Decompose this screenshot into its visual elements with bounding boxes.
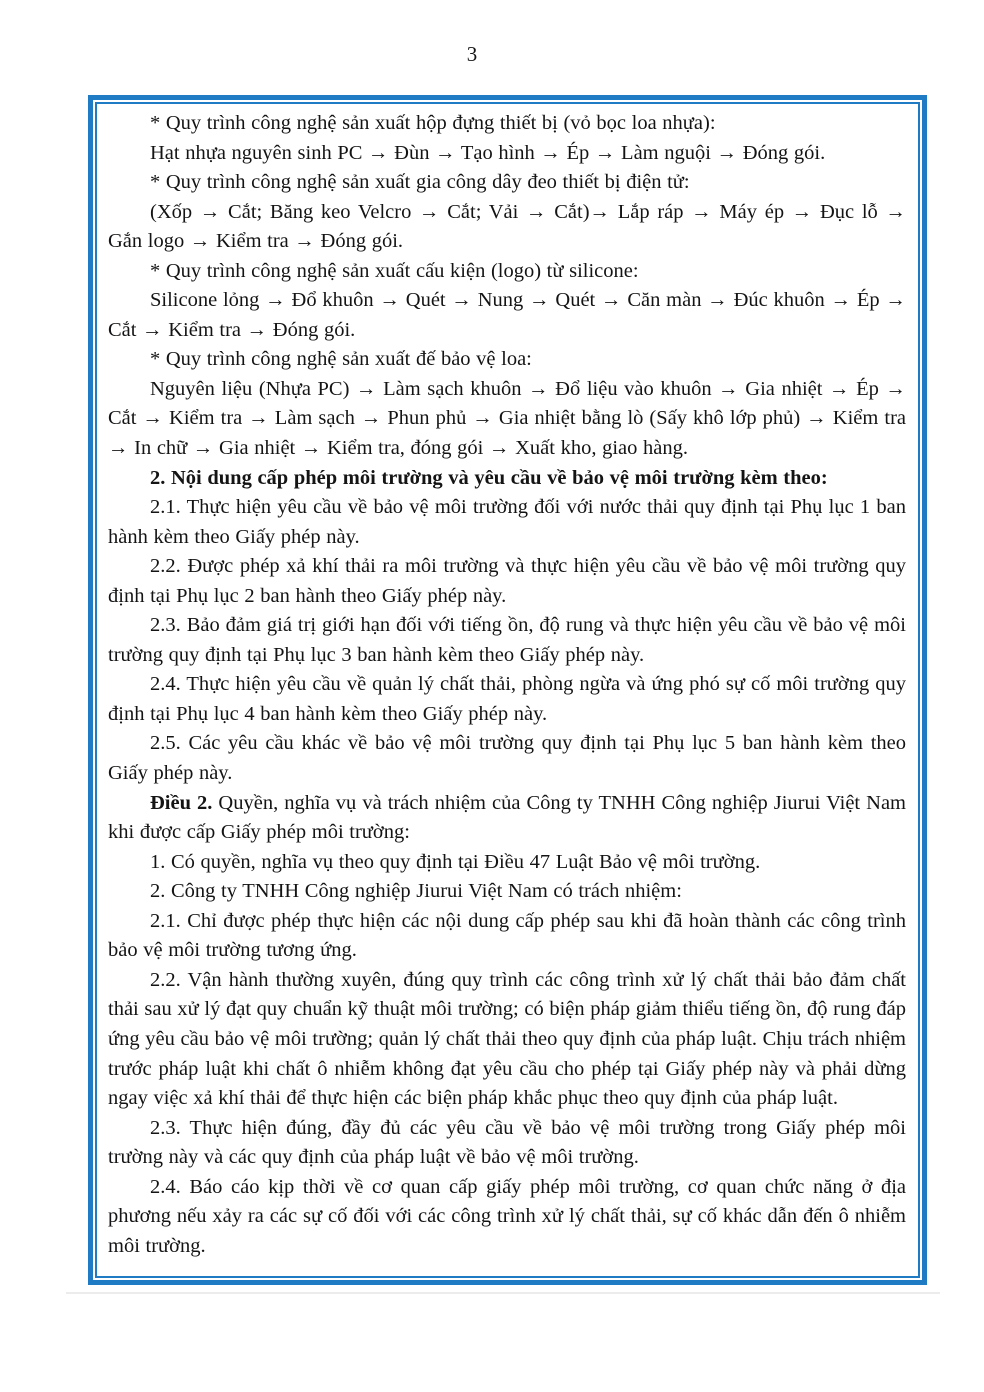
paragraph: 2.3. Bảo đảm giá trị giới hạn đối với tiếng ồn, độ rung và thực hiện yêu cầu về bảo vệ môi trường quy định tại Phụ lục 3 ban hành kèm theo Giấy phép này. xyxy=(108,614,906,666)
paragraph: 2.1. Chỉ được phép thực hiện các nội dung cấp phép sau khi đã hoàn thành các công trình bảo vệ môi trường tương ứng. xyxy=(108,909,906,962)
paragraph: 2.4. Thực hiện yêu cầu về quản lý chất thải, phòng ngừa và ứng phó sự cố môi trường quy định tại Phụ lục 4 ban hành kèm theo Giấy phép này. xyxy=(108,673,906,725)
paragraph: * Quy trình công nghệ sản xuất gia công dây đeo thiết bị điện tử: xyxy=(150,171,690,194)
paragraph: Silicone lỏng → Đổ khuôn → Quét → Nung → Quét → Căn màn → Đúc khuôn → Ép → Cắt → Kiểm tra → Đóng gói. xyxy=(108,289,906,341)
paragraph: 2.4. Báo cáo kịp thời về cơ quan cấp giấy phép môi trường, cơ quan chức năng ở địa phương nếu xảy ra các sự cố đối với các công trình xử lý chất thải, sự cố khác dẫn đến ô nhiễm môi trường. xyxy=(108,1175,906,1257)
paragraph: Nguyên liệu (Nhựa PC) → Làm sạch khuôn → Đổ liệu vào khuôn → Gia nhiệt → Ép → Cắt → Kiểm tra → Làm sạch → Phun phủ → Gia nhiệt bằng lò (Sấy khô lớp phủ) → Kiểm tra → In chữ → Gia nhiệt → Kiểm tra, đóng gói → Xuất kho, giao hàng. xyxy=(108,377,906,460)
paragraph: 2.2. Vận hành thường xuyên, đúng quy trình các công trình xử lý chất thải bảo đảm chất thải sau xử lý đạt quy chuẩn kỹ thuật môi trường; có biện pháp giảm thiểu tiếng ồn, độ rung đáp ứng yêu cầu bảo vệ môi trường; quản lý chất thải theo quy định của pháp luật. Chịu trách nhiệm trước pháp luật khi chất ô nhiễm không đạt yêu cầu cho phép tại Giấy phép này và phải dừng ngay việc xả khí thải để thực hiện các biện pháp khắc phục theo quy định của pháp luật. xyxy=(108,968,906,1110)
page-number: 3 xyxy=(466,42,478,66)
document-body xyxy=(95,102,920,1278)
scan-artifact-line xyxy=(66,1292,940,1294)
paragraph: 2.1. Thực hiện yêu cầu về bảo vệ môi trường đối với nước thải quy định tại Phụ lục 1 ban hành kèm theo Giấy phép này. xyxy=(108,496,906,548)
paragraph: Điều 2. Quyền, nghĩa vụ và trách nhiệm của Công ty TNHH Công nghiệp Jiurui Việt Nam khi được cấp Giấy phép môi trường: xyxy=(108,791,907,844)
paragraph: * Quy trình công nghệ sản xuất hộp đựng thiết bị (vỏ bọc loa nhựa): xyxy=(150,112,716,134)
paragraph: 1. Có quyền, nghĩa vụ theo quy định tại Điều 47 Luật Bảo vệ môi trường. xyxy=(150,850,761,873)
paragraph: * Quy trình công nghệ sản xuất đế bảo vệ loa: xyxy=(150,348,532,371)
paragraph: 2.5. Các yêu cầu khác về bảo vệ môi trường quy định tại Phụ lục 5 ban hành kèm theo Giấy phép này. xyxy=(108,732,906,785)
paragraph: (Xốp → Cắt; Băng keo Velcro → Cắt; Vải → Cắt)→ Lắp ráp → Máy ép → Đục lỗ → Gắn logo → Kiểm tra → Đóng gói. xyxy=(108,200,906,253)
paragraph: 2.2. Được phép xả khí thải ra môi trường và thực hiện yêu cầu về bảo vệ môi trường quy định tại Phụ lục 2 ban hành theo Giấy phép này. xyxy=(108,555,906,607)
paragraph: 2.3. Thực hiện đúng, đầy đủ các yêu cầu về bảo vệ môi trường trong Giấy phép môi trường này và các quy định của pháp luật về bảo vệ môi trường. xyxy=(108,1116,906,1169)
paragraph: Hạt nhựa nguyên sinh PC → Đùn → Tạo hình → Ép → Làm nguội → Đóng gói. xyxy=(150,141,826,164)
paragraph-lead: Điều 2. xyxy=(150,791,213,814)
paragraph: 2. Công ty TNHH Công nghiệp Jiurui Việt Nam có trách nhiệm: xyxy=(150,880,682,903)
paragraph: 2. Nội dung cấp phép môi trường và yêu cầu về bảo vệ môi trường kèm theo: xyxy=(150,466,828,489)
paragraph: * Quy trình công nghệ sản xuất cấu kiện (logo) từ silicone: xyxy=(150,259,639,282)
document-border-frame xyxy=(88,95,927,1285)
